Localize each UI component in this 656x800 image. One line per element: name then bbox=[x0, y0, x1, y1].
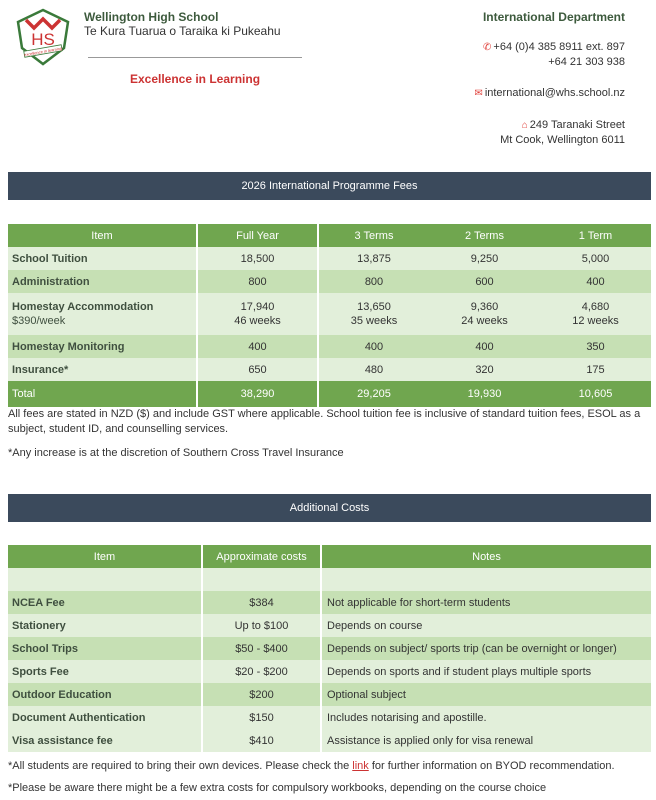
column-header-item: Item bbox=[8, 224, 197, 247]
department-title: International Department bbox=[482, 10, 625, 24]
svg-text:HS: HS bbox=[31, 30, 55, 49]
total-1-term: 10,605 bbox=[540, 381, 651, 407]
row-cost: $50 - $400 bbox=[202, 637, 321, 660]
fees-table bbox=[8, 224, 652, 407]
row-cost: $384 bbox=[202, 591, 321, 614]
row-note: Optional subject bbox=[321, 683, 651, 706]
byod-note: *All students are required to bring their own devices. Please check the link for further information on BYOD recommendation. bbox=[8, 760, 615, 772]
table-row bbox=[8, 247, 651, 270]
fee-1-term: 350 bbox=[540, 335, 651, 358]
school-crest-logo bbox=[12, 8, 74, 66]
row-item: School Trips bbox=[8, 637, 202, 660]
home-icon: ⌂ bbox=[521, 120, 528, 131]
fee-1-term: 5,000 bbox=[540, 247, 651, 270]
column-header-approximate-costs: Approximate costs bbox=[202, 545, 321, 568]
row-item: NCEA Fee bbox=[8, 591, 202, 614]
row-item-subtext: $390/week bbox=[12, 315, 66, 327]
phone-contact bbox=[483, 40, 625, 69]
fee-full-year: 800 bbox=[197, 270, 318, 293]
column-header-item: Item bbox=[8, 545, 202, 568]
additional-costs-banner: Additional Costs bbox=[8, 494, 651, 522]
row-note: Not applicable for short-term students bbox=[321, 591, 651, 614]
phone-icon: ✆ bbox=[483, 42, 492, 53]
fee-full-year: 400 bbox=[197, 335, 318, 358]
email-contact bbox=[474, 86, 625, 101]
table-row bbox=[8, 614, 651, 637]
fee-3-terms: 480 bbox=[318, 358, 429, 381]
row-item: Document Authentication bbox=[8, 706, 202, 729]
row-note: Depends on sports and if student plays multiple sports bbox=[321, 660, 651, 683]
row-cost: $20 - $200 bbox=[202, 660, 321, 683]
row-item: Homestay Monitoring bbox=[8, 335, 197, 358]
table-row bbox=[8, 637, 651, 660]
header-divider bbox=[88, 57, 302, 58]
row-item: School Tuition bbox=[8, 247, 197, 270]
svg-text:excellence in learning: excellence in learning bbox=[23, 45, 63, 58]
fee-2-terms: 320 bbox=[429, 358, 540, 381]
fee-1-term: 400 bbox=[540, 270, 651, 293]
fee-3-terms: 13,875 bbox=[318, 247, 429, 270]
row-note: Assistance is applied only for visa renewal bbox=[321, 729, 651, 752]
additional-costs-table bbox=[8, 545, 651, 752]
total-row bbox=[8, 381, 651, 407]
row-item: Visa assistance fee bbox=[8, 729, 202, 752]
total-full-year: 38,290 bbox=[197, 381, 318, 407]
table-row bbox=[8, 706, 651, 729]
table-row bbox=[8, 729, 651, 752]
row-item: Stationery bbox=[8, 614, 202, 637]
row-item: Outdoor Education bbox=[8, 683, 202, 706]
fee-2-terms: 600 bbox=[429, 270, 540, 293]
row-item: Administration bbox=[8, 270, 197, 293]
row-cost: Up to $100 bbox=[202, 614, 321, 637]
fee-2-terms: 9,250 bbox=[429, 247, 540, 270]
row-note: Depends on course bbox=[321, 614, 651, 637]
fees-section-banner: 2026 International Programme Fees bbox=[8, 172, 651, 200]
table-row bbox=[8, 270, 651, 293]
row-item: Insurance* bbox=[8, 358, 197, 381]
row-item bbox=[8, 568, 202, 591]
table-row bbox=[8, 293, 651, 335]
row-cost: $150 bbox=[202, 706, 321, 729]
row-note: Includes notarising and apostille. bbox=[321, 706, 651, 729]
workbooks-note: *Please be aware there might be a few extra costs for compulsory workbooks, depending on the course choice bbox=[8, 782, 547, 794]
email-address[interactable]: international@whs.school.nz bbox=[484, 87, 625, 99]
column-header-full-year: Full Year bbox=[197, 224, 318, 247]
row-item: Sports Fee bbox=[8, 660, 202, 683]
row-cost bbox=[202, 568, 321, 591]
phone-number-2[interactable]: +64 21 303 938 bbox=[548, 56, 625, 68]
table-row bbox=[8, 568, 651, 591]
table-row bbox=[8, 660, 651, 683]
fees-note: All fees are stated in NZD ($) and include GST where applicable. School tuition fee is inclusive of standard tuition fees, ESOL as a subject, student ID, and counselling services. bbox=[8, 408, 641, 435]
phone-number-1[interactable]: +64 (0)4 385 8911 ext. 897 bbox=[493, 41, 625, 53]
fee-1-term: 4,680 12 weeks bbox=[540, 293, 651, 335]
mail-icon: ✉ bbox=[474, 88, 483, 99]
fee-2-terms: 9,360 24 weeks bbox=[429, 293, 540, 335]
row-note: Depends on subject/ sports trip (can be overnight or longer) bbox=[321, 637, 651, 660]
row-cost: $410 bbox=[202, 729, 321, 752]
table-row bbox=[8, 335, 651, 358]
table-row bbox=[8, 683, 651, 706]
table-row bbox=[8, 358, 651, 381]
column-header-3-terms: 3 Terms bbox=[318, 224, 429, 247]
row-note bbox=[321, 568, 651, 591]
column-header-1-term: 1 Term bbox=[540, 224, 651, 247]
fee-1-term: 175 bbox=[540, 358, 651, 381]
byod-link[interactable]: link bbox=[352, 760, 369, 772]
address-contact bbox=[500, 118, 625, 147]
school-name-maori: Te Kura Tuarua o Taraika ki Pukeahu bbox=[84, 24, 281, 38]
row-cost: $200 bbox=[202, 683, 321, 706]
fee-3-terms: 800 bbox=[318, 270, 429, 293]
fee-2-terms: 400 bbox=[429, 335, 540, 358]
row-item-label: Homestay Accommodation bbox=[12, 301, 154, 313]
fee-3-terms: 13,650 35 weeks bbox=[318, 293, 429, 335]
total-label: Total bbox=[8, 381, 197, 407]
fee-full-year: 17,940 46 weeks bbox=[197, 293, 318, 335]
column-header-notes: Notes bbox=[321, 545, 651, 568]
row-item bbox=[8, 293, 197, 335]
column-header-2-terms: 2 Terms bbox=[429, 224, 540, 247]
fee-3-terms: 400 bbox=[318, 335, 429, 358]
total-2-terms: 19,930 bbox=[429, 381, 540, 407]
address-line-1: 249 Taranaki Street bbox=[529, 119, 625, 131]
insurance-note: *Any increase is at the discretion of Southern Cross Travel Insurance bbox=[8, 447, 344, 459]
total-3-terms: 29,205 bbox=[318, 381, 429, 407]
fee-full-year: 18,500 bbox=[197, 247, 318, 270]
letterhead bbox=[0, 0, 656, 160]
table-row bbox=[8, 591, 651, 614]
address-line-2: Mt Cook, Wellington 6011 bbox=[500, 134, 625, 146]
school-name: Wellington High School bbox=[84, 10, 219, 24]
school-motto: Excellence in Learning bbox=[129, 72, 261, 86]
fee-full-year: 650 bbox=[197, 358, 318, 381]
